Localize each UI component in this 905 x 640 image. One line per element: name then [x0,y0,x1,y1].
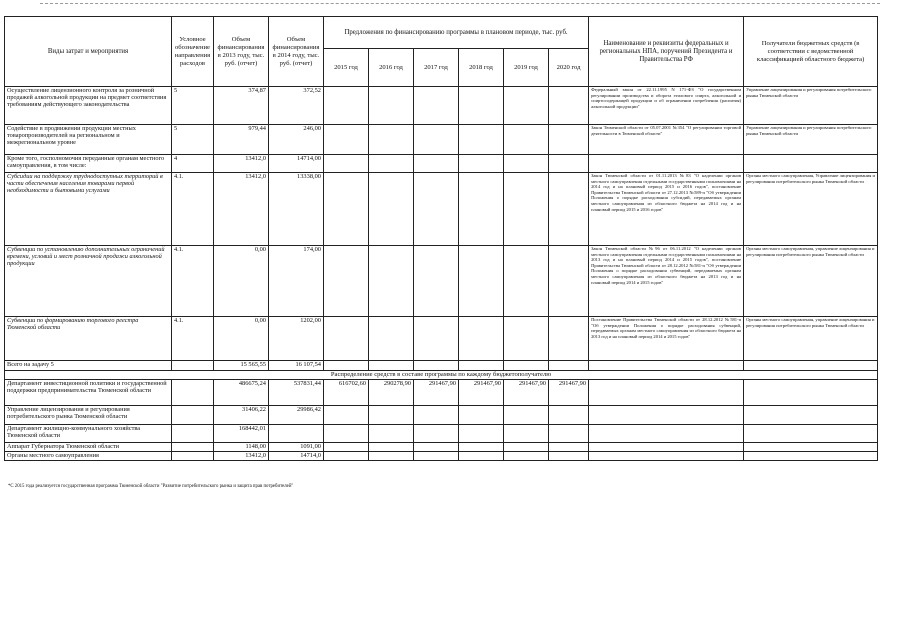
recipient-cell: Органы местного самоуправления, управление лицензирования и регулирования потребительского рынка Тюменской области [744,317,878,361]
value-2013-cell: 13412,0 [214,173,269,246]
npa-cell: Постановление Правительства Тюменской области от 28.12.2012 №581-п "Об утверждении Положения о порядке расходования субвенций, передаваемых органам местного самоуправления из областного бюджета на 2013 год и на плановый период 2014 и 2015 годов" [589,317,744,361]
value-2014-cell: 1091,00 [269,443,324,452]
value-2013-cell: 486675,24 [214,380,269,406]
financing-table [4,16,878,461]
table-row [5,425,878,443]
action-cell: Субвенции по формированию торгового реестра Тюменской области [5,317,172,361]
header-plan: Предложения по финансированию программы в плановом периоде, тыс. руб. [324,17,589,49]
header-year: 2018 год [459,49,504,87]
value-2014-cell: 29986,42 [269,406,324,425]
section-row [5,371,878,380]
value-2014-cell: 14714,00 [269,155,324,173]
header-actions: Виды затрат и мероприятия [5,17,172,87]
code-cell: 4.1. [172,173,214,246]
value-2019-cell: 291467,90 [504,380,549,406]
footnote: *С 2015 года реализуется государственная программа Тюменской области "Развитие потребительского рынка и защита прав потребителей" [8,484,294,489]
npa-cell: Федеральный закон от 22.11.1995 N 171-ФЗ "О государственном регулировании производства и оборота этилового спирта, алкогольной и спиртосодержащей продукции и об ограничении потребления (распития) алкогольной продукции" [589,87,744,125]
npa-cell [589,155,744,173]
value-2014-cell: 372,52 [269,87,324,125]
recipient-name: Управление лицензирования и регулирования потребительского рынка Тюменской области [5,406,172,425]
value-2016-cell: 290278,90 [369,380,414,406]
total-2013: 15 565,55 [214,361,269,371]
table-header-row [5,17,878,49]
value-2020-cell: 291467,90 [549,380,589,406]
action-cell: Кроме того, госполномочия переданные органам местного самоуправления, в том числе: [5,155,172,173]
value-2013-cell: 979,44 [214,125,269,155]
action-cell: Осуществление лицензионного контроля за розничной продажей алкогольной продукции на предмет соответствия требованиям действующего законодательства [5,87,172,125]
header-npa: Наименование и реквизиты федеральных и региональных НПА, поручений Президента и Правительства РФ [589,17,744,87]
value-2013-cell: 0,00 [214,246,269,317]
value-2014-cell: 1202,00 [269,317,324,361]
value-2014-cell: 174,00 [269,246,324,317]
table-row [5,125,878,155]
value-2014-cell: 246,00 [269,125,324,155]
recipient-cell: Органы местного самоуправления, управление лицензирования и регулирования потребительского рынка Тюменской области [744,246,878,317]
header-year: 2019 год [504,49,549,87]
code-cell: 4.1. [172,317,214,361]
npa-cell: Закон Тюменской области от 01.11.2013 №83 "О наделении органов местного самоуправления отдельными государственными полномочиями на 2014 год и на плановый период 2015 и 2016 годов", постановление Правительства Тюменской области от 27.12.2013 №589-п "Об утверждении Положения о порядке расходования субсидий, передаваемых органам местного самоуправления из областного бюджета на 2014 год и на плановый период 2015 и 2016 годов" [589,173,744,246]
value-2013-cell: 13412,0 [214,155,269,173]
value-2014-cell: 13338,00 [269,173,324,246]
table-row [5,317,878,361]
npa-cell: Закон Тюменской области №96 от 06.11.2012 "О наделении органов местного самоуправления отдельными государственными полномочиями на 2013 год и на плановый период 2014 и 2015 годов", постановление Правительства Тюменской области от 28.12.2012 №581-п "Об утверждении Положения о порядке расходования субвенций, передаваемых органам местного самоуправления из областного бюджета на 2013 год и на плановый период 2014 и 2015 годов" [589,246,744,317]
header-year: 2016 год [369,49,414,87]
header-year: 2015 год [324,49,369,87]
table-row [5,380,878,406]
recipient-cell: Органы местного самоуправления, Управление лицензирования и регулирования потребительского рынка Тюменской области [744,173,878,246]
value-2014-cell: 14714,0 [269,452,324,461]
value-2018-cell: 291467,90 [459,380,504,406]
value-2013-cell: 374,87 [214,87,269,125]
table-row [5,87,878,125]
header-year: 2017 год [414,49,459,87]
recipient-cell: Управление лицензирования и регулирования потребительского рынка Тюменской области [744,87,878,125]
value-2013-cell: 0,00 [214,317,269,361]
table-row [5,155,878,173]
action-cell: Субсидии на поддержку труднодоступных территорий в части обеспечения населения товарами первой необходимости и бытовыми услугами [5,173,172,246]
value-2014-cell: 537831,44 [269,380,324,406]
value-2013-cell: 31406,22 [214,406,269,425]
code-cell: 5 [172,87,214,125]
code-cell: 4 [172,155,214,173]
value-2015-cell: 616702,60 [324,380,369,406]
action-cell: Субвенции по установлению дополнительных ограничений времени, условий и мест розничной продажи алкогольной продукции [5,246,172,317]
recipient-name: Аппарат Губернатора Тюменской области [5,443,172,452]
header-recipients: Получатели бюджетных средств (в соответствии с ведомственной классификацией областного бюджета) [744,17,878,87]
table-row [5,443,878,452]
value-2017-cell: 291467,90 [414,380,459,406]
table-row [5,406,878,425]
value-2014-cell [269,425,324,443]
recipient-name: Департамент инвестиционной политики и государственной поддержки предпринимательства Тюменской области [5,380,172,406]
header-year: 2020 год [549,49,589,87]
total-2014: 16 107,54 [269,361,324,371]
header-code: Условное обозначение направления расходов [172,17,214,87]
table-row [5,173,878,246]
code-cell: 5 [172,125,214,155]
recipient-cell [744,155,878,173]
value-2013-cell: 1148,00 [214,443,269,452]
action-cell: Содействие в продвижении продукции местных товаропроизводителей на региональном и межрегиональном уровне [5,125,172,155]
table-row [5,246,878,317]
value-2013-cell: 13412,0 [214,452,269,461]
value-2013-cell: 168442,01 [214,425,269,443]
code-cell: 4.1. [172,246,214,317]
table-row [5,452,878,461]
total-row [5,361,878,371]
header-2013: Объем финансирования в 2013 году, тыс. руб. (отчет) [214,17,269,87]
section-title: Распределение средств в составе программы по каждому бюджетополучателю [5,371,878,380]
recipient-name: Органы местного самоуправления [5,452,172,461]
top-dashed-rule [40,3,880,4]
recipient-cell: Управление лицензирования и регулирования потребительского рынка Тюменской области [744,125,878,155]
total-label: Всего на задачу 5 [5,361,172,371]
recipient-name: Департамент жилищно-коммунального хозяйства Тюменской области [5,425,172,443]
header-2014: Объем финансирования в 2014 году, тыс. руб. (отчет) [269,17,324,87]
npa-cell: Закон Тюменской области от 05.07.2001 №354 "О регулировании торговой деятельности в Тюменской области" [589,125,744,155]
